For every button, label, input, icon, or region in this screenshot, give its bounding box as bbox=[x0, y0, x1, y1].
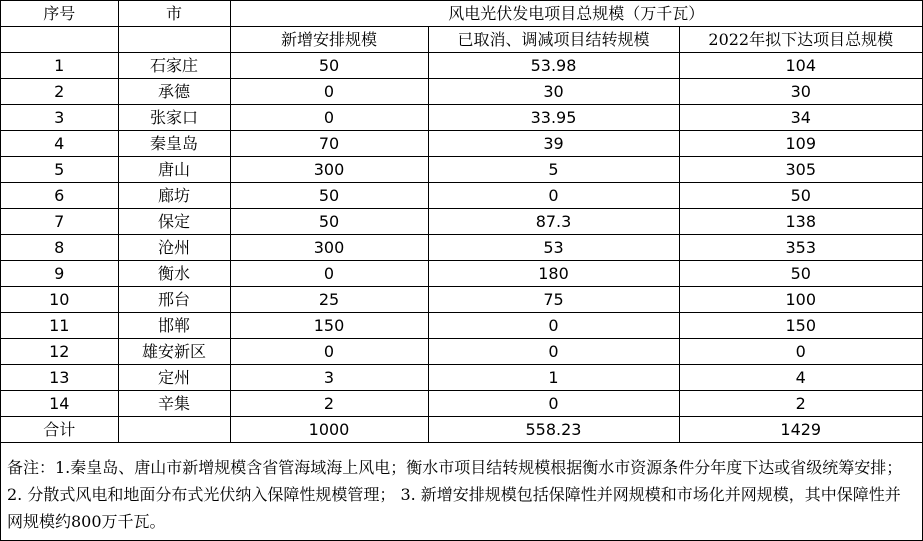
row-seq: 10 bbox=[1, 287, 118, 313]
row-new: 0 bbox=[230, 105, 428, 131]
row-city: 张家口 bbox=[118, 105, 230, 131]
row-seq: 11 bbox=[1, 313, 118, 339]
header-seq: 序号 bbox=[1, 1, 118, 27]
table-row bbox=[1, 105, 922, 131]
row-city: 辛集 bbox=[118, 391, 230, 417]
table-row bbox=[1, 287, 922, 313]
row-cancel: 75 bbox=[428, 287, 679, 313]
row-new: 2 bbox=[230, 391, 428, 417]
row-new: 25 bbox=[230, 287, 428, 313]
table-row bbox=[1, 131, 922, 157]
header-city: 市 bbox=[118, 1, 230, 27]
header-cancel: 已取消、调减项目结转规模 bbox=[428, 27, 679, 53]
total-cancel: 558.23 bbox=[428, 417, 679, 443]
row-cancel: 180 bbox=[428, 261, 679, 287]
table-row bbox=[1, 365, 922, 391]
row-cancel: 5 bbox=[428, 157, 679, 183]
row-seq: 5 bbox=[1, 157, 118, 183]
row-total: 50 bbox=[679, 183, 922, 209]
row-cancel: 53.98 bbox=[428, 53, 679, 79]
row-total: 50 bbox=[679, 261, 922, 287]
table-row bbox=[1, 391, 922, 417]
row-cancel: 0 bbox=[428, 183, 679, 209]
total-row bbox=[1, 417, 922, 443]
row-new: 50 bbox=[230, 183, 428, 209]
row-seq: 1 bbox=[1, 53, 118, 79]
total-new: 1000 bbox=[230, 417, 428, 443]
header-new: 新增安排规模 bbox=[230, 27, 428, 53]
row-cancel: 39 bbox=[428, 131, 679, 157]
table-row bbox=[1, 235, 922, 261]
row-new: 0 bbox=[230, 261, 428, 287]
row-new: 300 bbox=[230, 157, 428, 183]
row-city: 秦皇岛 bbox=[118, 131, 230, 157]
row-city: 定州 bbox=[118, 365, 230, 391]
row-total: 138 bbox=[679, 209, 922, 235]
row-new: 50 bbox=[230, 53, 428, 79]
row-city: 唐山 bbox=[118, 157, 230, 183]
row-total: 305 bbox=[679, 157, 922, 183]
row-city: 邯郸 bbox=[118, 313, 230, 339]
row-total: 109 bbox=[679, 131, 922, 157]
row-cancel: 30 bbox=[428, 79, 679, 105]
total-city-blank bbox=[118, 417, 230, 443]
row-new: 150 bbox=[230, 313, 428, 339]
row-seq: 14 bbox=[1, 391, 118, 417]
row-total: 0 bbox=[679, 339, 922, 365]
row-city: 石家庄 bbox=[118, 53, 230, 79]
row-city: 保定 bbox=[118, 209, 230, 235]
row-seq: 7 bbox=[1, 209, 118, 235]
row-seq: 8 bbox=[1, 235, 118, 261]
table-row bbox=[1, 339, 922, 365]
row-total: 30 bbox=[679, 79, 922, 105]
row-cancel: 1 bbox=[428, 365, 679, 391]
total-total: 1429 bbox=[679, 417, 922, 443]
table-note: 备注：1.秦皇岛、唐山市新增规模含省管海域海上风电；衡水市项目结转规模根据衡水市资源条件分年度下达或省级统筹安排； 2. 分散式风电和地面分布式光伏纳入保障性规模管理； 3. 新增安排规模包括保障性并网规模和市场化并网规模，其中保障性并网规模约800万千瓦。 bbox=[7, 458, 903, 531]
row-new: 70 bbox=[230, 131, 428, 157]
row-total: 34 bbox=[679, 105, 922, 131]
project-scale-table bbox=[1, 1, 922, 443]
row-total: 4 bbox=[679, 365, 922, 391]
row-cancel: 33.95 bbox=[428, 105, 679, 131]
row-total: 100 bbox=[679, 287, 922, 313]
row-seq: 6 bbox=[1, 183, 118, 209]
row-seq: 3 bbox=[1, 105, 118, 131]
table-row bbox=[1, 79, 922, 105]
table-row bbox=[1, 53, 922, 79]
row-cancel: 53 bbox=[428, 235, 679, 261]
row-seq: 13 bbox=[1, 365, 118, 391]
row-new: 300 bbox=[230, 235, 428, 261]
row-cancel: 0 bbox=[428, 313, 679, 339]
row-new: 3 bbox=[230, 365, 428, 391]
header-row-1 bbox=[1, 1, 922, 27]
row-total: 353 bbox=[679, 235, 922, 261]
total-label: 合计 bbox=[1, 417, 118, 443]
row-seq: 12 bbox=[1, 339, 118, 365]
row-city: 承德 bbox=[118, 79, 230, 105]
row-seq: 9 bbox=[1, 261, 118, 287]
table-row bbox=[1, 157, 922, 183]
table-row bbox=[1, 183, 922, 209]
row-city: 衡水 bbox=[118, 261, 230, 287]
table-row bbox=[1, 313, 922, 339]
header-blank-city bbox=[118, 27, 230, 53]
row-cancel: 0 bbox=[428, 391, 679, 417]
row-cancel: 0 bbox=[428, 339, 679, 365]
header-row-2 bbox=[1, 27, 922, 53]
row-total: 104 bbox=[679, 53, 922, 79]
header-group: 风电光伏发电项目总规模（万千瓦） bbox=[230, 1, 922, 27]
header-blank-seq bbox=[1, 27, 118, 53]
row-new: 50 bbox=[230, 209, 428, 235]
row-total: 150 bbox=[679, 313, 922, 339]
row-seq: 4 bbox=[1, 131, 118, 157]
row-city: 沧州 bbox=[118, 235, 230, 261]
header-total: 2022年拟下达项目总规模 bbox=[679, 27, 922, 53]
row-total: 2 bbox=[679, 391, 922, 417]
row-cancel: 87.3 bbox=[428, 209, 679, 235]
row-city: 雄安新区 bbox=[118, 339, 230, 365]
row-new: 0 bbox=[230, 339, 428, 365]
row-city: 邢台 bbox=[118, 287, 230, 313]
row-seq: 2 bbox=[1, 79, 118, 105]
row-new: 0 bbox=[230, 79, 428, 105]
row-city: 廊坊 bbox=[118, 183, 230, 209]
table-row bbox=[1, 209, 922, 235]
table-row bbox=[1, 261, 922, 287]
